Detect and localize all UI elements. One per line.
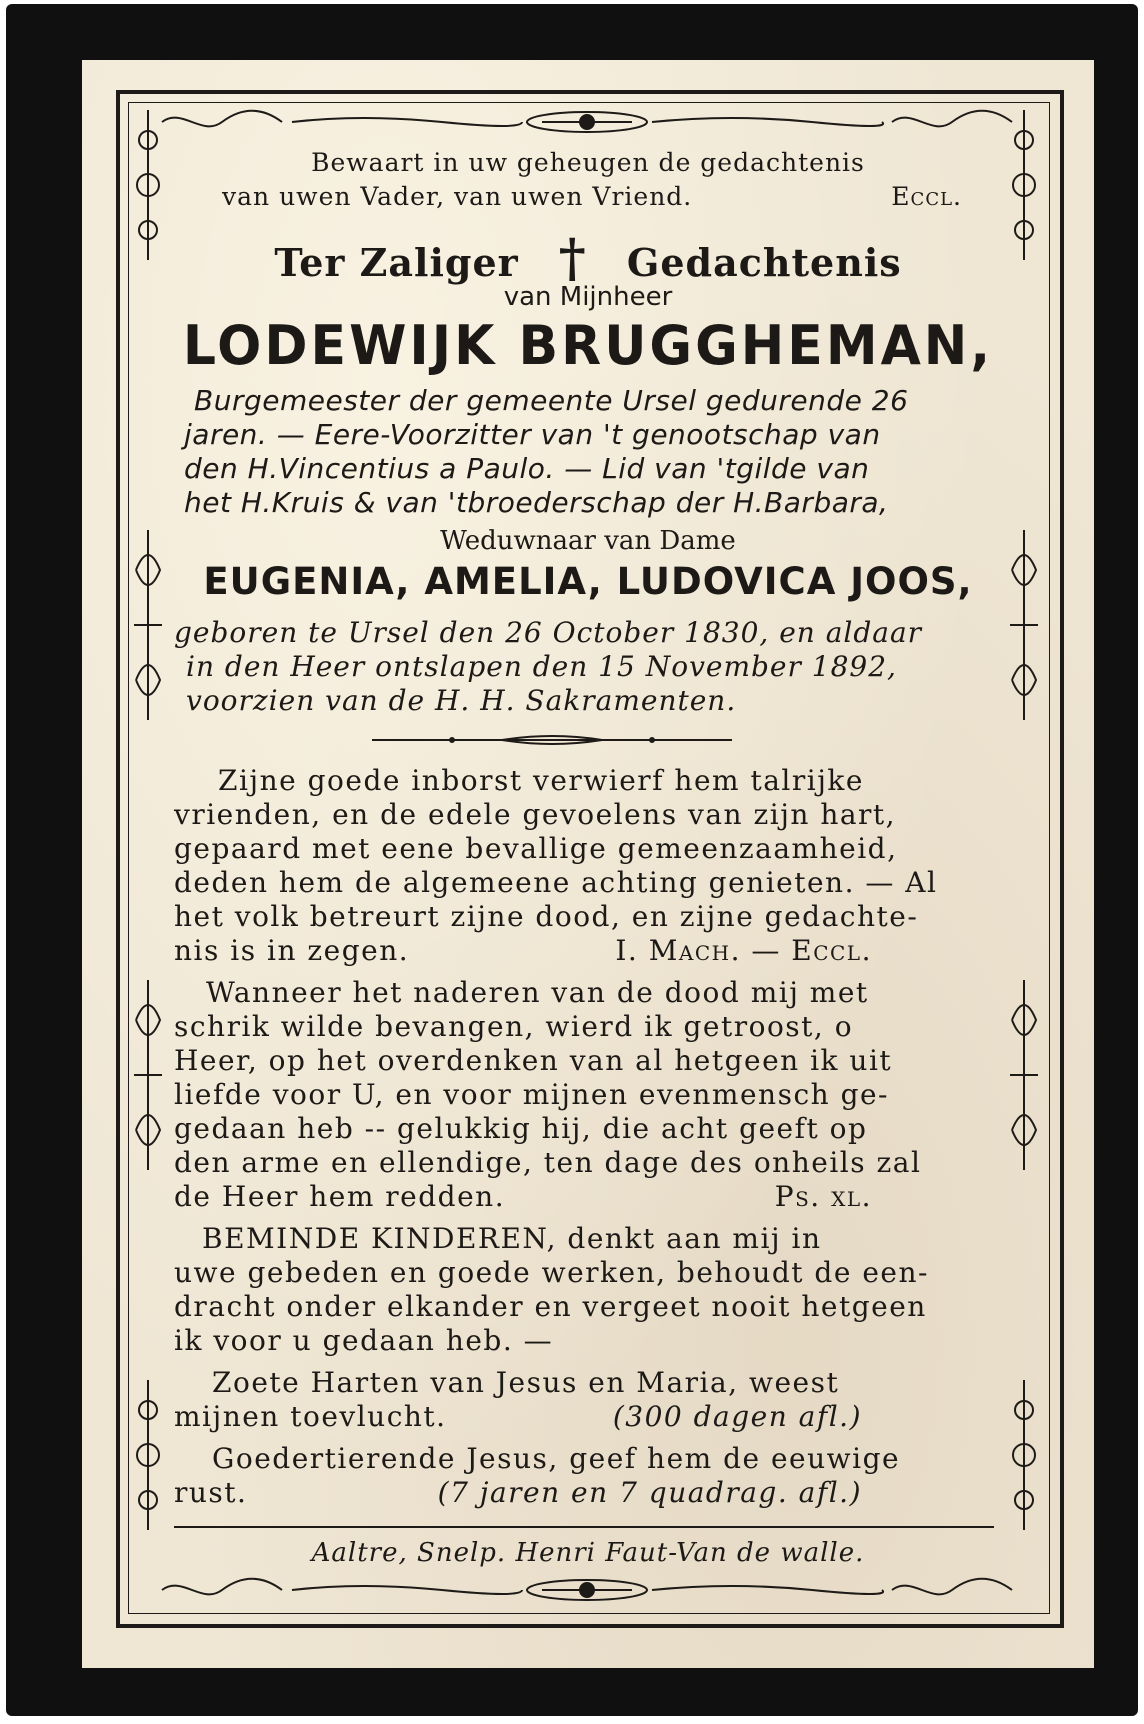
title-line-4: het H.Kruis & van 'tbroederschap der H.Barbara, — [184, 486, 889, 519]
spouse-name: EUGENIA, AMELIA, LUDOVICA JOOS, — [203, 560, 973, 603]
p2-line-6: den arme en ellendige, ten dage des onheils zal — [174, 1146, 922, 1179]
card-paper — [82, 60, 1094, 1668]
right-bottom-scroll-icon — [1006, 1380, 1042, 1530]
p2-source: Ps. xl. — [774, 1180, 872, 1213]
epigraph-line-2: van uwen Vader, van uwen Vriend. — [222, 182, 693, 211]
cross-icon: † — [558, 228, 587, 289]
dates-line-3: voorzien van de H. H. Sakramenten. — [186, 684, 737, 717]
p3-line-3: dracht onder elkander en vergeet nooit hetgeen — [174, 1290, 927, 1323]
right-lower-scroll-icon — [1006, 980, 1042, 1170]
epigraph-line-1: Bewaart in uw geheugen de gedachtenis — [311, 148, 865, 177]
memorial-card — [6, 4, 1138, 1716]
p2-line-2: schrik wilde bevangen, wierd ik getroost, o — [174, 1010, 854, 1043]
p5-line-1: Goedertierende Jesus, geef hem de eeuwige — [212, 1442, 901, 1475]
p4-line-2: mijnen toevlucht. — [174, 1400, 447, 1433]
p3-line-4: ik voor u gedaan heb. — — [174, 1324, 554, 1357]
p1-line-4: deden hem de algemeene achting genieten. — Al — [174, 866, 938, 899]
p1-line-3: gepaard met eene bevallige gemeenzaamheid, — [174, 832, 898, 865]
top-ornament-icon — [142, 102, 1032, 142]
p1-line-1: Zijne goede inborst verwierf hem talrijke — [218, 764, 864, 797]
p2-line-5: gedaan heb -- gelukkig hij, die acht geeft op — [174, 1112, 868, 1145]
heading-left: Ter Zaliger — [274, 240, 519, 285]
p3-line-1: BEMINDE KINDEREN, denkt aan mij in — [202, 1222, 822, 1255]
epigraph-source: Eccl. — [891, 182, 962, 211]
p5-indulgence: (7 jaren en 7 quadrag. afl.) — [437, 1476, 862, 1509]
p1-line-6: nis is in zegen. — [174, 934, 410, 967]
footer-rule — [174, 1526, 994, 1528]
title-line-1: Burgemeester der gemeente Ursel gedurende 26 — [194, 384, 909, 417]
heading-sub: van Mijnheer — [503, 282, 673, 312]
p5-line-2: rust. — [174, 1476, 248, 1509]
heading-row — [82, 228, 1094, 289]
top-ornament-band — [142, 102, 1032, 142]
deceased-name: LODEWIJK BRUGGHEMAN, — [182, 314, 994, 378]
printer-line: Aaltre, Snelp. Henri Faut-Van de walle. — [311, 1538, 865, 1568]
title-line-2: jaren. — Eere-Voorzitter van 't genootschap van — [184, 418, 881, 451]
left-lower-scroll-icon — [130, 980, 166, 1170]
left-middle-scroll-icon — [130, 530, 166, 720]
p4-line-1: Zoete Harten van Jesus en Maria, weest — [212, 1366, 840, 1399]
p4-indulgence: (300 dagen afl.) — [612, 1400, 862, 1433]
bottom-ornament-band — [142, 1570, 1032, 1610]
p2-line-1: Wanneer het naderen van de dood mij met — [206, 976, 869, 1009]
dates-line-2: in den Heer ontslapen den 15 November 1892, — [186, 650, 897, 683]
divider-ornament-icon — [372, 732, 732, 748]
left-bottom-scroll-icon — [130, 1380, 166, 1530]
dates-line-1: geboren te Ursel den 26 October 1830, en aldaar — [174, 616, 923, 649]
p1-source: I. Mach. — Eccl. — [615, 934, 872, 967]
widower-label: Weduwnaar van Dame — [440, 526, 736, 556]
right-middle-scroll-icon — [1006, 530, 1042, 720]
p2-line-4: liefde voor U, en voor mijnen evenmensch ge- — [174, 1078, 890, 1111]
heading-right: Gedachtenis — [626, 240, 902, 285]
p3-line-2: uwe gebeden en goede werken, behoudt de een- — [174, 1256, 929, 1289]
bottom-ornament-icon — [142, 1570, 1032, 1610]
p1-line-2: vrienden, en de edele gevoelens van zijn hart, — [174, 798, 897, 831]
p1-line-5: het volk betreurt zijne dood, en zijne gedachte- — [174, 900, 919, 933]
p2-line-3: Heer, op het overdenken van al hetgeen ik uit — [174, 1044, 893, 1077]
p2-line-7: de Heer hem redden. — [174, 1180, 506, 1213]
title-line-3: den H.Vincentius a Paulo. — Lid van 'tgilde van — [184, 452, 870, 485]
